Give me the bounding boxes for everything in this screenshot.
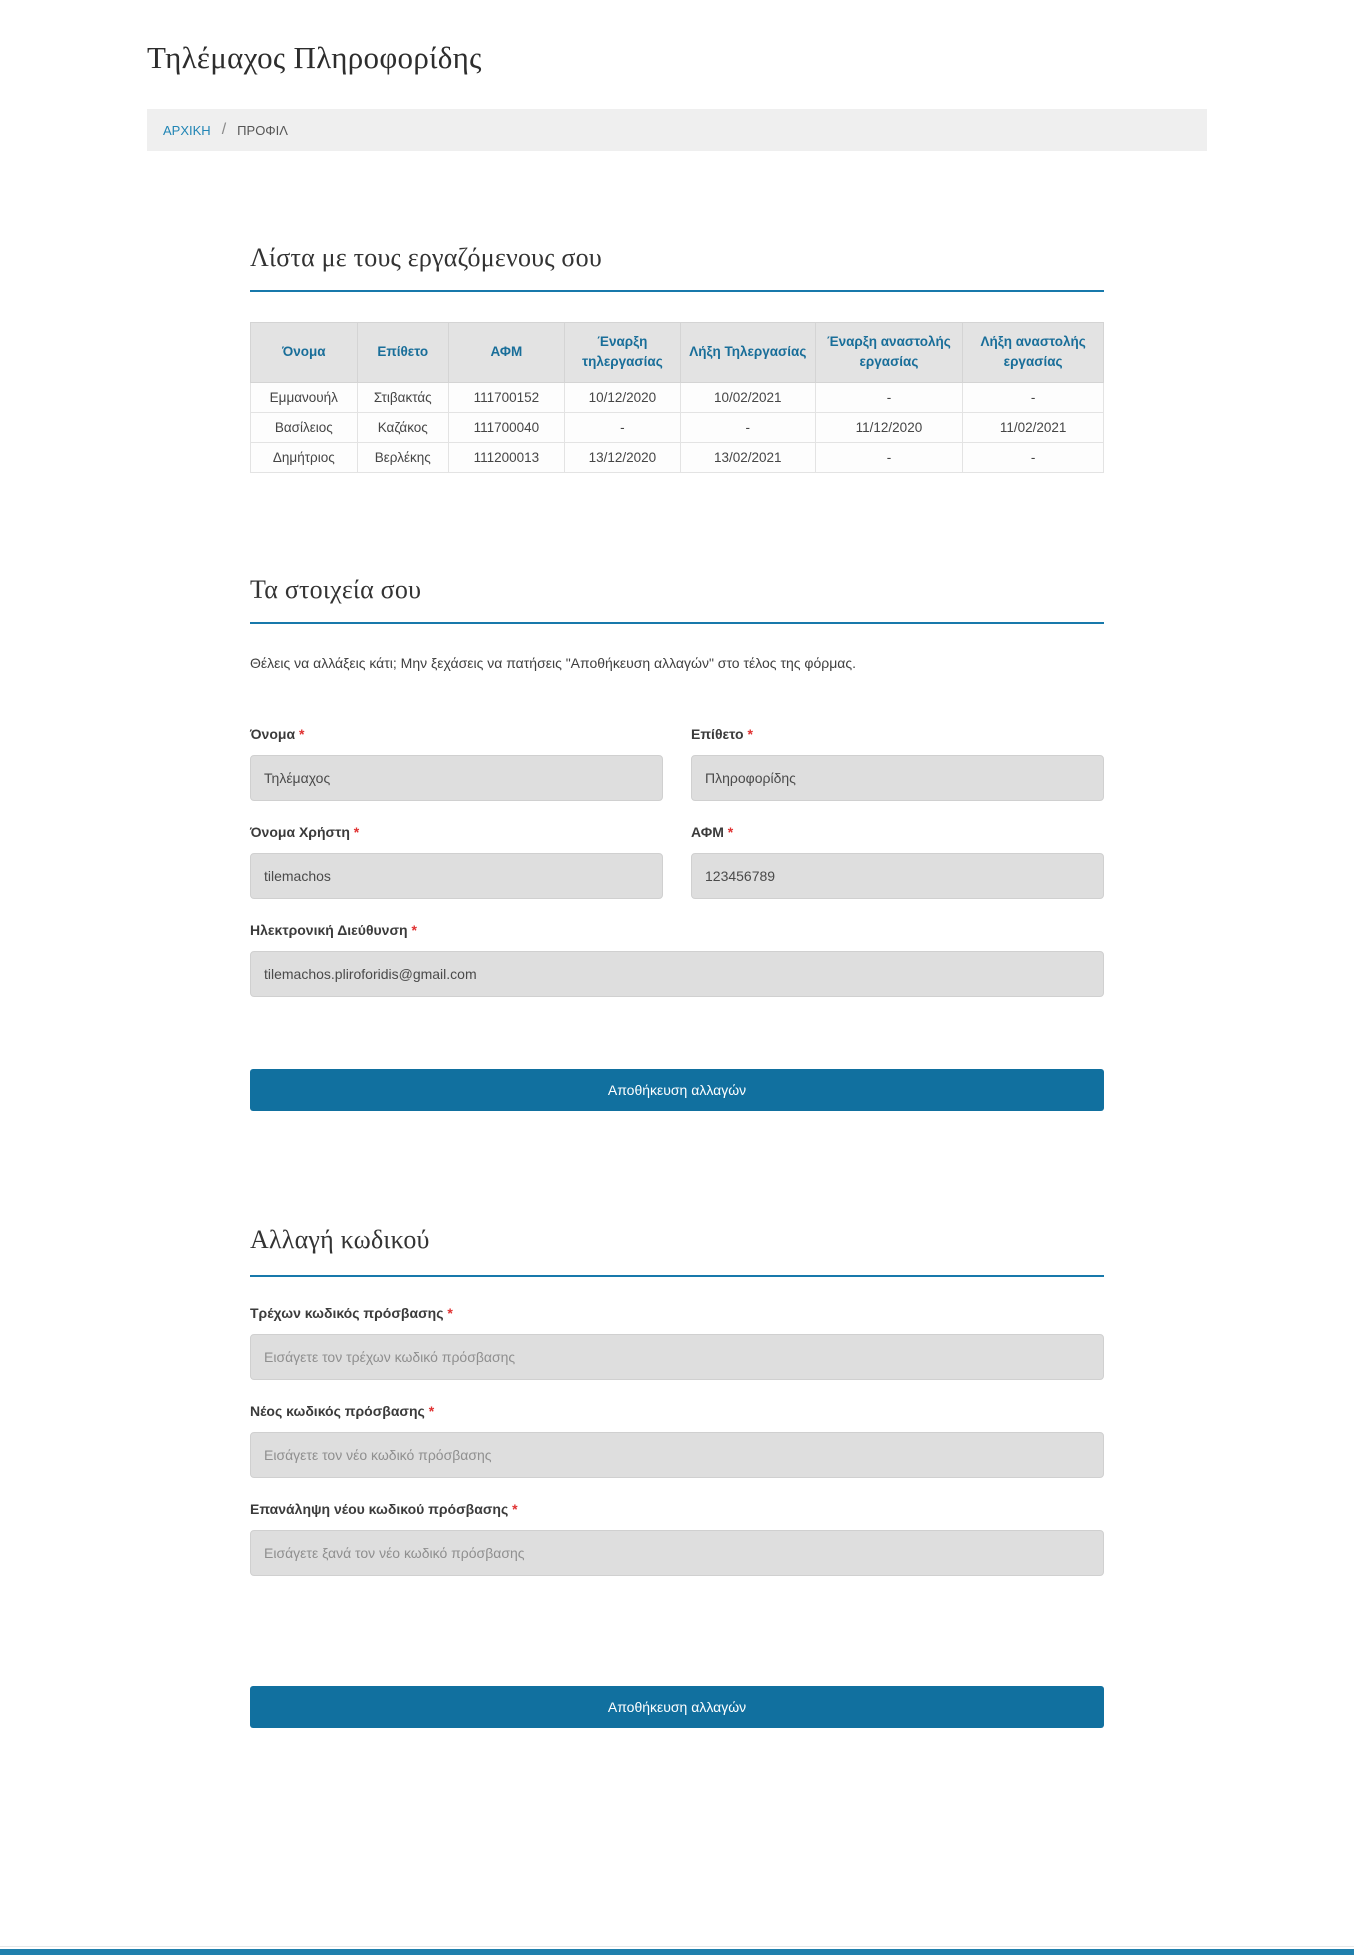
last-name-label: Επίθετο *: [691, 725, 753, 742]
cell-name: Εμμανουήλ: [251, 382, 358, 412]
cell-telework-end: 10/02/2021: [680, 382, 815, 412]
cell-surname: Βερλέκης: [357, 442, 448, 472]
repeat-password-field-group: [250, 1501, 1104, 1576]
table-row: [251, 382, 1104, 412]
required-marker: *: [727, 823, 734, 840]
column-header-surname: Επίθετο: [357, 323, 448, 383]
column-header-suspension-start: Έναρξη αναστολής εργασίας: [815, 323, 963, 383]
required-marker: *: [411, 921, 417, 938]
cell-afm: 111200013: [448, 442, 564, 472]
page-container: [147, 0, 1207, 1728]
employees-section: [250, 243, 1104, 473]
last-name-field-group: [691, 726, 1104, 801]
cell-name: Δημήτριος: [251, 442, 358, 472]
breadcrumb-current: ΠΡΟΦΙΛ: [237, 122, 288, 138]
cell-suspension-end: -: [963, 382, 1104, 412]
first-name-field-group: [250, 726, 663, 801]
password-section-title: Αλλαγή κωδικού: [250, 1224, 430, 1254]
required-marker: *: [298, 725, 305, 742]
breadcrumb-separator: /: [221, 121, 227, 138]
email-field[interactable]: [250, 951, 1104, 997]
cell-telework-start: 10/12/2020: [564, 382, 680, 412]
cell-telework-start: 13/12/2020: [564, 442, 680, 472]
required-marker: *: [428, 1402, 435, 1419]
page-title: Τηλέμαχος Πληροφορίδης: [147, 40, 482, 75]
username-field[interactable]: [250, 853, 663, 899]
table-header-row: [251, 323, 1104, 383]
footer-accent-bar: [0, 1949, 1354, 1955]
required-marker: *: [512, 1500, 518, 1517]
password-form: [250, 1305, 1104, 1728]
column-header-telework-start: Έναρξη τηλεργασίας: [564, 323, 680, 383]
cell-name: Βασίλειος: [251, 412, 358, 442]
footer-divider: [0, 1946, 1354, 1947]
column-header-suspension-end: Λήξη αναστολής εργασίας: [963, 323, 1104, 383]
required-marker: *: [353, 823, 360, 840]
cell-suspension-start: 11/12/2020: [815, 412, 963, 442]
save-password-button[interactable]: Αποθήκευση αλλαγών: [250, 1686, 1104, 1728]
new-password-field-group: [250, 1403, 1104, 1478]
last-name-field[interactable]: [691, 755, 1104, 801]
afm-label: ΑΦΜ *: [691, 823, 734, 840]
cell-surname: Καζάκος: [357, 412, 448, 442]
current-password-field[interactable]: [250, 1334, 1104, 1380]
table-row: [251, 442, 1104, 472]
column-header-afm: ΑΦΜ: [448, 323, 564, 383]
employees-section-title: Λίστα με τους εργαζόμενους σου: [250, 243, 602, 272]
afm-field[interactable]: [691, 853, 1104, 899]
username-label: Όνομα Χρήστη *: [250, 823, 360, 840]
email-field-group: [250, 922, 1104, 997]
repeat-password-label: Επανάληψη νέου κωδικού πρόσβασης *: [250, 1500, 518, 1517]
required-marker: *: [447, 1304, 453, 1321]
first-name-field[interactable]: [250, 755, 663, 801]
details-form: [250, 726, 1104, 1111]
cell-suspension-end: -: [963, 442, 1104, 472]
cell-suspension-start: -: [815, 442, 963, 472]
password-section: [250, 1225, 1104, 1728]
details-section: [250, 575, 1104, 1111]
required-marker: *: [747, 725, 753, 742]
page-footer: [0, 1946, 1354, 1955]
new-password-field[interactable]: [250, 1432, 1104, 1478]
breadcrumb: [147, 109, 1207, 151]
details-intro-text: Θέλεις να αλλάξεις κάτι; Μην ξεχάσεις να πατήσεις "Αποθήκευση αλλαγών" στο τέλος της φόρμας.: [250, 654, 857, 671]
main-content: [147, 243, 1207, 1728]
afm-field-group: [691, 824, 1104, 899]
current-password-label: Τρέχων κωδικός πρόσβασης *: [250, 1304, 453, 1321]
details-section-head: [250, 575, 1104, 624]
current-password-field-group: [250, 1305, 1104, 1380]
new-password-label: Νέος κωδικός πρόσβασης *: [250, 1402, 435, 1419]
cell-telework-end: 13/02/2021: [680, 442, 815, 472]
cell-suspension-start: -: [815, 382, 963, 412]
details-section-title: Τα στοιχεία σου: [250, 574, 422, 604]
cell-telework-end: -: [680, 412, 815, 442]
cell-afm: 111700152: [448, 382, 564, 412]
cell-telework-start: -: [564, 412, 680, 442]
table-row: [251, 412, 1104, 442]
first-name-label: Όνομα *: [250, 725, 305, 742]
save-details-button[interactable]: Αποθήκευση αλλαγών: [250, 1069, 1104, 1111]
cell-suspension-end: 11/02/2021: [963, 412, 1104, 442]
breadcrumb-home-link[interactable]: ΑΡΧΙΚΗ: [163, 122, 211, 138]
cell-afm: 111700040: [448, 412, 564, 442]
employees-section-head: [250, 243, 1104, 292]
password-section-head: [250, 1225, 1104, 1277]
column-header-telework-end: Λήξη Τηλεργασίας: [680, 323, 815, 383]
employees-table: [250, 322, 1104, 473]
username-field-group: [250, 824, 663, 899]
column-header-name: Όνομα: [251, 323, 358, 383]
email-label: Ηλεκτρονική Διεύθυνση *: [250, 921, 417, 938]
cell-surname: Στιβακτάς: [357, 382, 448, 412]
repeat-password-field[interactable]: [250, 1530, 1104, 1576]
